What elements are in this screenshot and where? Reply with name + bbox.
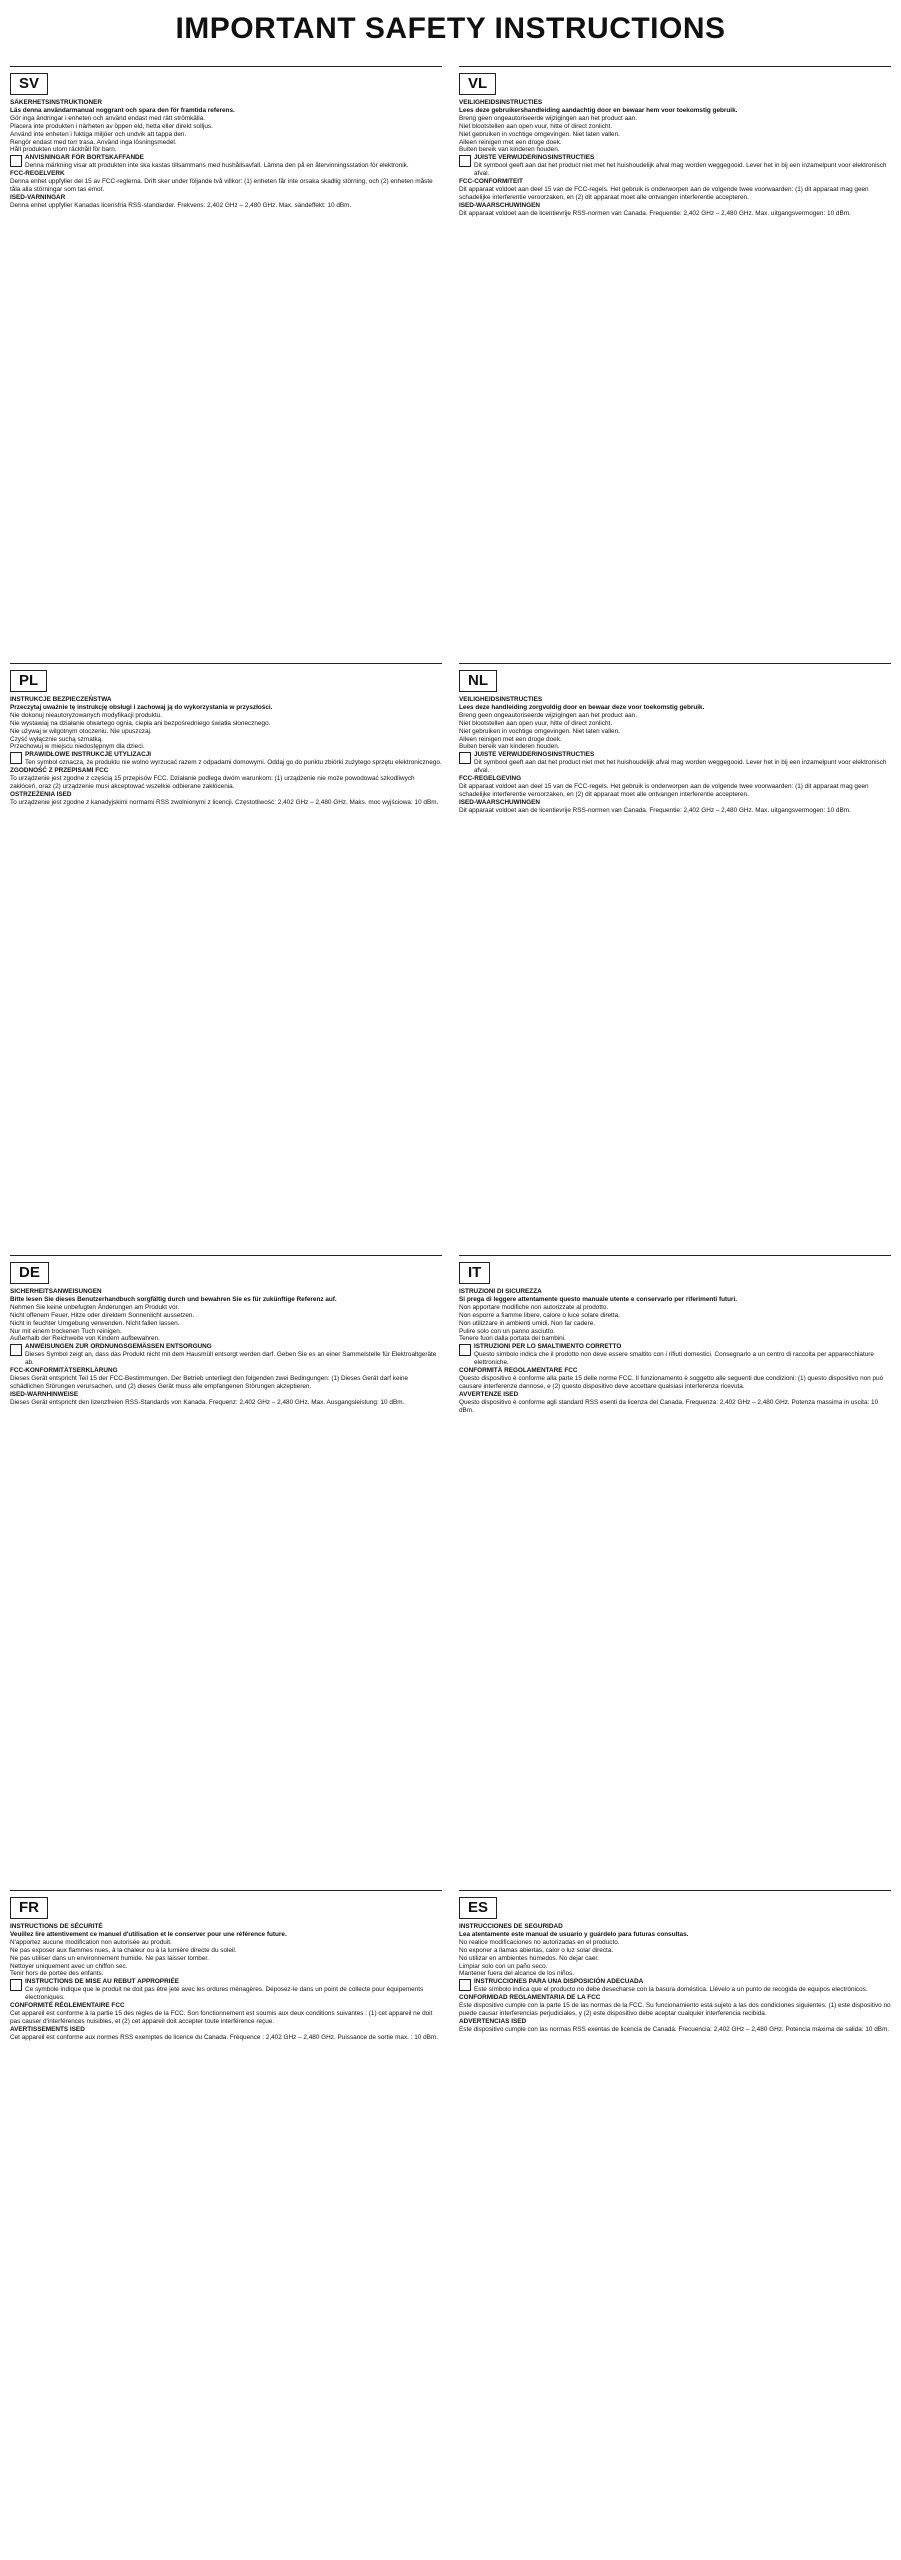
fcc-heading: ZGODNOŚĆ Z PRZEPISAMI FCC bbox=[10, 767, 109, 775]
ised-text: Denna enhet uppfyller Kanadas licensfria RSS-standarder. Frekvens: 2,402 GHz – 2,480 GHz. Max. sändeffekt: 10 dBm. bbox=[10, 201, 352, 209]
section-subheading: Lea atentamente este manual de usuario y guárdelo para futuras consultas. bbox=[459, 1930, 689, 1938]
section-fr bbox=[10, 1890, 442, 2551]
ised-text: Dit apparaat voldoet aan de licentievrije RSS-normen van Canada. Frequentie: 2,402 GHz – 2,480 GHz. Max. uitgangsvermogen: 10 dBm. bbox=[459, 209, 851, 217]
body-line: Breng geen ongeautoriseerde wijzigingen aan het product aan. bbox=[459, 711, 638, 719]
section-heading: INSTRUKCJE BEZPIECZEŃSTWA bbox=[10, 696, 112, 703]
body-line: Buiten bereik van kinderen houden. bbox=[459, 743, 560, 751]
language-badge: IT bbox=[459, 1262, 490, 1284]
body-line: Buiten bereik van kinderen houden. bbox=[459, 146, 560, 154]
disposal-heading: ANVISNINGAR FÖR BORTSKAFFANDE bbox=[25, 154, 144, 162]
body-line: Niet blootstellen aan open vuur, hitte of direct zonlicht. bbox=[459, 719, 613, 727]
body-line: No realice modificaciones no autorizadas en el producto. bbox=[459, 1938, 620, 1946]
section-heading: VEILIGHEIDSINSTRUCTIES bbox=[459, 696, 543, 703]
section-body bbox=[459, 1923, 891, 2034]
disposal-heading: PRAWIDŁOWE INSTRUKCJE UTYLIZACJI bbox=[25, 751, 152, 759]
body-line: Mantener fuera del alcance de los niños. bbox=[459, 1970, 575, 1978]
ised-heading: AVERTISSEMENTS ISED bbox=[10, 2025, 85, 2033]
disposal-text: Dit symbool geeft aan dat het product niet met het huishoudelijk afval mag worden weggegooid. Lever het in bij een inzamelpunt voor elektronisch afval. bbox=[474, 759, 887, 775]
disposal-bin-icon bbox=[10, 752, 22, 764]
section-subheading: Bitte lesen Sie dieses Benutzerhandbuch sorgfältig durch und bewahren Sie es für zukünftige Referenz auf. bbox=[10, 1295, 337, 1303]
body-line: Limpiar solo con un paño seco. bbox=[459, 1962, 548, 1970]
language-badge: VL bbox=[459, 73, 496, 95]
disposal-heading: JUISTE VERWIJDERINGSINSTRUCTIES bbox=[474, 751, 595, 759]
section-vl bbox=[459, 66, 891, 657]
ised-text: Dit apparaat voldoet aan de licentievrije RSS-normen van Canada. Frequentie: 2,402 GHz – 2,480 GHz. Max. uitgangsvermogen: 10 dBm. bbox=[459, 806, 851, 814]
disposal-bin-icon bbox=[459, 752, 471, 764]
body-line: Tenere fuori dalla portata dei bambini. bbox=[459, 1335, 566, 1343]
body-line: Non utilizzare in ambienti umidi. Non far cadere. bbox=[459, 1319, 596, 1327]
fcc-text: Questo dispositivo è conforme alla parte 15 delle norme FCC. Il funzionamento è soggetto alle seguenti due condizioni: (1) questo dispositivo non può causare interferenze dannose, e (2) questo dispositivo deve accettare qualsiasi interferenza ricevuta. bbox=[459, 1374, 884, 1390]
section-subheading: Läs denna användarmanual noggrant och spara den för framtida referens. bbox=[10, 106, 235, 114]
section-nl bbox=[459, 663, 891, 1249]
language-badge: ES bbox=[459, 1897, 497, 1919]
ised-heading: ISED-VARNINGAR bbox=[10, 193, 66, 201]
body-line: Håll produkten utom räckhåll för barn. bbox=[10, 146, 117, 154]
body-line: Nie używaj w wilgotnym otoczeniu. Nie upuszczaj. bbox=[10, 727, 152, 735]
disposal-block bbox=[10, 751, 442, 767]
body-line: Niet blootstellen aan open vuur, hitte of direct zonlicht. bbox=[459, 122, 613, 130]
body-line: Niet gebruiken in vochtige omgevingen. Niet laten vallen. bbox=[459, 727, 620, 735]
section-body bbox=[459, 99, 891, 218]
section-heading: SICHERHEITSANWEISUNGEN bbox=[10, 1288, 102, 1295]
section-de bbox=[10, 1255, 442, 1884]
ised-heading: ISED-WAARSCHUWINGEN bbox=[459, 798, 540, 806]
fcc-text: Este dispositivo cumple con la parte 15 de las normas de la FCC. Su funcionamiento está sujeto a las dos condiciones siguientes: (1) este dispositivo no puede causar interferencias perjudiciales, y (2) este dispositivo debe aceptar cualquier interferencia recibida. bbox=[459, 2002, 891, 2017]
section-body bbox=[10, 696, 442, 807]
section-subheading: Przeczytaj uważnie tę instrukcję obsługi i zachowaj ją do wykorzystania w przyszłości. bbox=[10, 703, 273, 711]
fcc-heading: FCC-REGELVERK bbox=[10, 170, 65, 178]
disposal-text: Ce symbole indique que le produit ne doit pas être jeté avec les ordures ménagères. Déposez-le dans un point de collecte pour équipements électroniques. bbox=[25, 1986, 424, 2002]
ised-text: Dieses Gerät entspricht den lizenzfreien RSS-Standards von Kanada. Frequenz: 2,402 GHz – 2,480 GHz. Max. Ausgangsleistung: 10 dBm. bbox=[10, 1398, 405, 1406]
fcc-heading: FCC-REGELGEVING bbox=[459, 775, 522, 783]
body-line: N'apportez aucune modification non autorisée au produit. bbox=[10, 1938, 172, 1946]
disposal-heading: JUISTE VERWIJDERINGSINSTRUCTIES bbox=[474, 154, 595, 162]
disposal-bin-icon bbox=[10, 1344, 22, 1356]
section-subheading: Lees deze gebruikershandleiding aandachtig door en bewaar hem voor toekomstig gebruik. bbox=[459, 106, 738, 114]
fcc-heading: FCC-KONFORMITÄTSERKLÄRUNG bbox=[10, 1367, 118, 1375]
language-badge: NL bbox=[459, 670, 497, 692]
section-heading: SÄKERHETSINSTRUKTIONER bbox=[10, 99, 102, 106]
disposal-heading: INSTRUCTIONS DE MISE AU REBUT APPROPRIÉE bbox=[25, 1978, 179, 1986]
body-line: Nicht in feuchter Umgebung verwenden. Nicht fallen lassen. bbox=[10, 1319, 180, 1327]
body-line: No exponer a llamas abiertas, calor o luz solar directa. bbox=[459, 1946, 614, 1954]
body-line: Nur mit einem trockenen Tuch reinigen. bbox=[10, 1327, 122, 1335]
fcc-heading: CONFORMITÉ RÉGLEMENTAIRE FCC bbox=[10, 2002, 125, 2010]
body-line: Nehmen Sie keine unbefugten Änderungen am Produkt vor. bbox=[10, 1303, 180, 1311]
section-subheading: Lees deze handleiding zorgvuldig door en bewaar deze voor toekomstig gebruik. bbox=[459, 703, 705, 711]
body-line: Använd inte enheten i fuktiga miljöer och undvik att tappa den. bbox=[10, 130, 187, 138]
ised-heading: ISED-WARNHINWEISE bbox=[10, 1390, 79, 1398]
section-body bbox=[10, 1923, 442, 2042]
body-line: Ne pas utiliser dans un environnement humide. Ne pas laisser tomber. bbox=[10, 1954, 209, 1962]
body-line: Czyść wyłącznie suchą szmatką. bbox=[10, 735, 104, 743]
section-body bbox=[459, 1288, 891, 1415]
disposal-block bbox=[10, 1343, 442, 1367]
disposal-block bbox=[10, 1978, 442, 2002]
section-subheading: Veuillez lire attentivement ce manuel d'utilisation et le conserver pour une référence future. bbox=[10, 1930, 287, 1938]
disposal-text: Ten symbol oznacza, że produktu nie wolno wyrzucać razem z odpadami domowymi. Oddaj go do punktu zbiórki zużytego sprzętu elektronicznego. bbox=[25, 759, 442, 767]
body-line: Rengör endast med torr trasa. Använd inga lösningsmedel. bbox=[10, 138, 177, 146]
disposal-text: Este símbolo indica que el producto no debe desecharse con la basura doméstica. Llévelo a un punto de recogida de equipos electrónicos. bbox=[474, 1986, 868, 1994]
ised-text: Cet appareil est conforme aux normes RSS exemptes de licence du Canada. Fréquence : 2,402 GHz – 2,480 GHz. Puissance de sortie max. : 10 dBm. bbox=[10, 2033, 439, 2041]
ised-heading: AVVERTENZE ISED bbox=[459, 1390, 519, 1398]
ised-text: Questo dispositivo è conforme agli standard RSS esenti da licenza del Canada. Frequenza: 2,402 GHz – 2,480 GHz. Potenza massima in uscita: 10 dBm. bbox=[459, 1398, 879, 1414]
language-badge: SV bbox=[10, 73, 48, 95]
section-heading: INSTRUCTIONS DE SÉCURITÉ bbox=[10, 1923, 103, 1930]
disposal-text: Dit symbool geeft aan dat het product niet met het huishoudelijk afval mag worden weggegooid. Lever het in bij een inzamelpunt voor elektronisch afval. bbox=[474, 162, 887, 178]
fcc-heading: CONFORMITÀ REGOLAMENTARE FCC bbox=[459, 1367, 578, 1375]
body-line: No utilizar en ambientes húmedos. No dejar caer. bbox=[459, 1954, 599, 1962]
page-title: IMPORTANT SAFETY INSTRUCTIONS bbox=[175, 12, 726, 45]
body-line: Alleen reinigen met een droge doek. bbox=[459, 735, 562, 743]
disposal-text: Dieses Symbol zeigt an, dass das Produkt nicht mit dem Hausmüll entsorgt werden darf. Geben Sie es an einer Sammelstelle für Elektroaltgeräte ab. bbox=[25, 1351, 437, 1367]
fcc-text: To urządzenie jest zgodne z częścią 15 przepisów FCC. Działanie podlega dwóm warunkom: (1) urządzenie nie może powodować szkodliwych zakłóceń, oraz (2) urządzenie musi akceptować wszelkie odbierane zakłócenia. bbox=[10, 775, 415, 790]
fcc-text: Denna enhet uppfyller del 15 av FCC-reglerna. Drift sker under följande två villkor: (1) enheten får inte orsaka skadlig störning, och (2) enheten måste tåla alla störningar som tas emot. bbox=[10, 178, 433, 193]
fcc-text: Dieses Gerät entspricht Teil 15 der FCC-Bestimmungen. Der Betrieb unterliegt den folgenden zwei Bedingungen: (1) Dieses Gerät darf keine schädlichen Störungen verursachen, und (2) dieses Gerät muss alle empfangenen Störungen akzeptieren. bbox=[10, 1374, 409, 1390]
disposal-heading: INSTRUCCIONES PARA UNA DISPOSICIÓN ADECUADA bbox=[474, 1978, 644, 1986]
language-badge: DE bbox=[10, 1262, 49, 1284]
ised-heading: ISED-WAARSCHUWINGEN bbox=[459, 201, 540, 209]
disposal-bin-icon bbox=[459, 1344, 471, 1356]
fcc-heading: CONFORMIDAD REGLAMENTARIA DE LA FCC bbox=[459, 1994, 601, 2002]
section-pl bbox=[10, 663, 442, 1249]
section-es bbox=[459, 1890, 891, 2551]
ised-heading: OSTRZEŻENIA ISED bbox=[10, 790, 72, 798]
body-line: Nettoyer uniquement avec un chiffon sec. bbox=[10, 1962, 128, 1970]
section-heading: ISTRUZIONI DI SICUREZZA bbox=[459, 1288, 542, 1295]
fcc-text: Dit apparaat voldoet aan deel 15 van de FCC-regels. Het gebruik is onderworpen aan de volgende twee voorwaarden: (1) dit apparaat mag geen schadelijke interferentie veroorzaken, en (2) dit apparaat moet alle ontvangen interferentie accepteren. bbox=[459, 185, 869, 201]
disposal-heading: ANWEISUNGEN ZUR ORDNUNGSGEMÄSSEN ENTSORGUNG bbox=[25, 1343, 212, 1351]
body-line: Placera inte produkten i närheten av öppen eld, hetta eller direkt solljus. bbox=[10, 122, 213, 130]
fcc-heading: FCC-CONFORMITEIT bbox=[459, 178, 523, 186]
body-line: Pulire solo con un panno asciutto. bbox=[459, 1327, 555, 1335]
disposal-block bbox=[459, 1978, 891, 1994]
section-body bbox=[10, 99, 442, 210]
body-line: Niet gebruiken in vochtige omgevingen. Niet laten vallen. bbox=[459, 130, 620, 138]
body-line: Ne pas exposer aux flammes nues, à la chaleur ou à la lumière directe du soleil. bbox=[10, 1946, 237, 1954]
disposal-bin-icon bbox=[10, 1979, 22, 1991]
disposal-block bbox=[459, 751, 891, 775]
language-badge: FR bbox=[10, 1897, 48, 1919]
body-line: Breng geen ongeautoriseerde wijzigingen aan het product aan. bbox=[459, 114, 638, 122]
body-line: Tenir hors de portée des enfants. bbox=[10, 1970, 104, 1978]
fcc-text: Dit apparaat voldoet aan deel 15 van de FCC-regels. Het gebruik is onderworpen aan de volgende twee voorwaarden: (1) dit apparaat mag geen schadelijke interferentie veroorzaken, en (2) dit apparaat moet alle ontvangen interferentie accepteren. bbox=[459, 782, 869, 798]
disposal-bin-icon bbox=[10, 155, 22, 167]
disposal-block bbox=[459, 1343, 891, 1367]
section-subheading: Si prega di leggere attentamente questo manuale utente e conservarlo per riferimenti futuri. bbox=[459, 1295, 738, 1303]
disposal-block bbox=[459, 154, 891, 178]
disposal-text: Denna märkning visar att produkten inte ska kastas tillsammans med hushållsavfall. Lämna den på en återvinningsstation för elektronik. bbox=[25, 162, 409, 170]
section-body bbox=[10, 1288, 442, 1407]
body-line: Przechowuj w miejscu niedostępnym dla dzieci. bbox=[10, 743, 145, 751]
body-line: Alleen reinigen met een droge doek. bbox=[459, 138, 562, 146]
body-line: Nie dokonuj nieautoryzowanych modyfikacji produktu. bbox=[10, 711, 163, 719]
section-heading: INSTRUCCIONES DE SEGURIDAD bbox=[459, 1923, 563, 1930]
fcc-text: Cet appareil est conforme à la partie 15 des règles de la FCC. Son fonctionnement est soumis aux deux conditions suivantes : (1) cet appareil ne doit pas causer d'interférences nuisibles, et (2) cet appareil doit accepter toute interférence reçue. bbox=[10, 2009, 433, 2025]
ised-heading: ADVERTENCIAS ISED bbox=[459, 2017, 527, 2025]
section-sv bbox=[10, 66, 442, 657]
body-line: Nicht offenem Feuer, Hitze oder direktem Sonnenlicht aussetzen. bbox=[10, 1311, 195, 1319]
body-line: Nie wystawiaj na działanie otwartego ognia, ciepła ani bezpośredniego światła słonecznego. bbox=[10, 719, 271, 727]
disposal-heading: ISTRUZIONI PER LO SMALTIMENTO CORRETTO bbox=[474, 1343, 622, 1351]
language-badge: PL bbox=[10, 670, 47, 692]
section-it bbox=[459, 1255, 891, 1884]
body-line: Non esporre a fiamme libere, calore o luce solare diretta. bbox=[459, 1311, 620, 1319]
body-line: Non apportare modifiche non autorizzate al prodotto. bbox=[459, 1303, 609, 1311]
disposal-block bbox=[10, 154, 442, 170]
language-grid bbox=[10, 66, 891, 2552]
body-line: Gör inga ändringar i enheten och använd endast med rätt strömkälla. bbox=[10, 114, 206, 122]
disposal-bin-icon bbox=[459, 155, 471, 167]
section-body bbox=[459, 696, 891, 815]
ised-text: Este dispositivo cumple con las normas RSS exentas de licencia de Canadá. Frecuencia: 2,402 GHz – 2,480 GHz. Potencia máxima de salida: 10 dBm. bbox=[459, 2025, 890, 2033]
body-line: Außerhalb der Reichweite von Kindern aufbewahren. bbox=[10, 1335, 160, 1343]
section-heading: VEILIGHEIDSINSTRUCTIES bbox=[459, 99, 543, 106]
disposal-text: Questo simbolo indica che il prodotto non deve essere smaltito con i rifiuti domestici. Consegnarlo a un centro di raccolta per apparecchiature elettroniche. bbox=[474, 1351, 874, 1367]
ised-text: To urządzenie jest zgodne z kanadyjskimi normami RSS zwolnionymi z licencji. Częstotliwość: 2,402 GHz – 2,480 GHz. Maks. moc wyjściowa: 10 dBm. bbox=[10, 798, 439, 806]
disposal-bin-icon bbox=[459, 1979, 471, 1991]
